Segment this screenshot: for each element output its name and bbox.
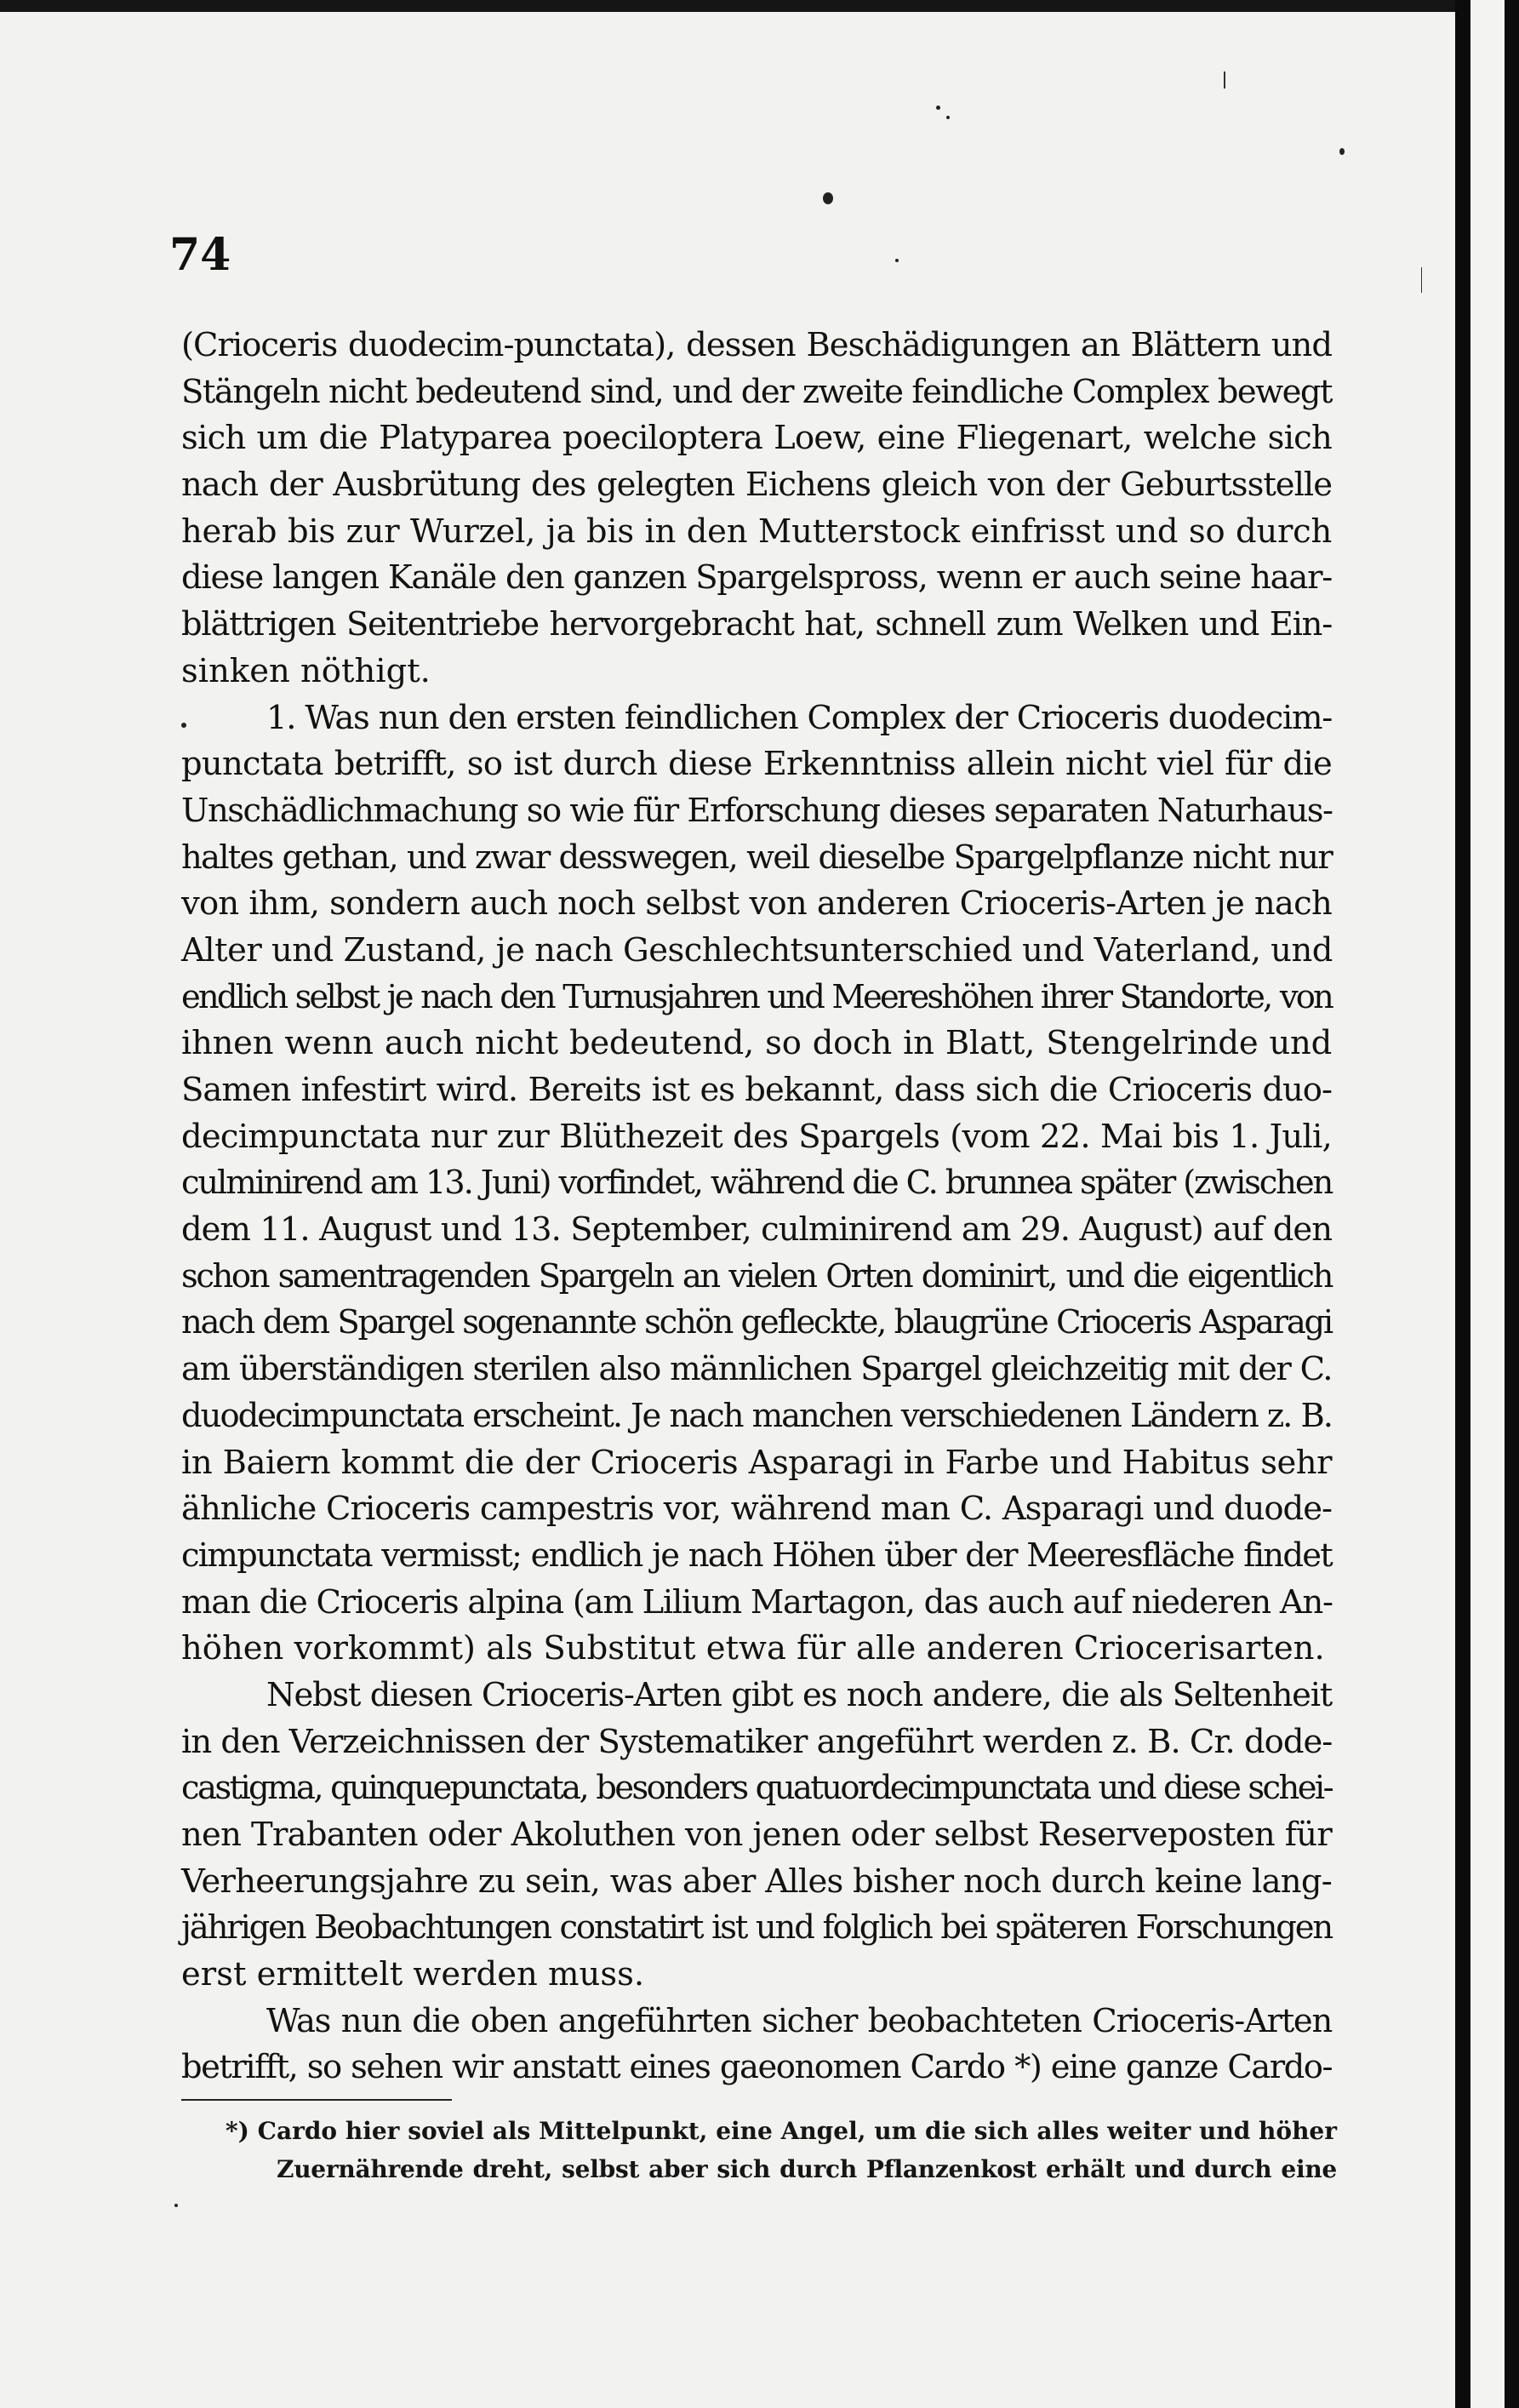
text-line: von ihm, sondern auch noch selbst von anderen Crioceris-Arten je nach bbox=[181, 884, 1332, 924]
text-line: Verheerungsjahre zu sein, was aber Alles bisher noch durch keine lang- bbox=[181, 1862, 1332, 1901]
text-line: decimpunctata nur zur Blüthezeit des Spargels (vom 22. Mai bis 1. Juli, bbox=[181, 1117, 1332, 1156]
scan-speck bbox=[936, 106, 940, 110]
text-line: Samen infestirt wird. Bereits ist es bekannt, dass sich die Crioceris duo- bbox=[181, 1071, 1332, 1109]
scan-speck bbox=[823, 192, 833, 204]
scan-mark bbox=[1224, 71, 1225, 89]
text-line: cimpunctata vermisst; endlich je nach Höhen über der Meeresfläche findet bbox=[181, 1536, 1332, 1575]
adjacent-page-edge bbox=[1470, 0, 1505, 2408]
text-line: nen Trabanten oder Akoluthen von jenen oder selbst Reserveposten für bbox=[181, 1816, 1332, 1854]
scan-mark bbox=[1421, 267, 1422, 293]
text-line: nach der Ausbrütung des gelegten Eichens gleich von der Geburtsstelle bbox=[181, 466, 1332, 505]
text-line: schon samentragenden Spargeln an vielen Orten dominirt, und die eigentlich bbox=[181, 1256, 1332, 1296]
text-line: höhen vorkommt) als Substitut etwa für alle anderen Criocerisarten. bbox=[181, 1629, 1325, 1668]
text-line: sich um die Platyparea poeciloptera Loew, eine Fliegenart, welche sich bbox=[181, 419, 1332, 458]
text-line: in Baiern kommt die der Crioceris Asparagi in Farbe und Habitus sehr bbox=[181, 1443, 1332, 1482]
text-line: culminirend am 13. Juni) vorfindet, während die C. brunnea später (zwischen bbox=[181, 1164, 1333, 1203]
text-line: man die Crioceris alpina (am Lilium Martagon, das auch auf niederen An- bbox=[181, 1582, 1333, 1622]
text-line: Was nun die oben angeführten sicher beobachteten Crioceris-Arten bbox=[266, 2001, 1332, 2040]
text-line: sinken nöthigt. bbox=[181, 651, 431, 690]
text-line: betrifft, so sehen wir anstatt eines gaeonomen Cardo *) eine ganze Cardo- bbox=[181, 2048, 1332, 2087]
text-line: (Crioceris duodecim-punctata), dessen Beschädigungen an Blättern und bbox=[181, 326, 1332, 364]
text-line: duodecimpunctata erscheint. Je nach manchen verschiedenen Ländern z. B. bbox=[181, 1396, 1332, 1435]
text-line: am überständigen sterilen also männlichen Spargel gleichzeitig mit der C. bbox=[181, 1350, 1332, 1389]
text-line: diese langen Kanäle den ganzen Spargelspross, wenn er auch seine haar- bbox=[181, 558, 1332, 598]
footnote bbox=[226, 2112, 1337, 2188]
text-line: punctata betrifft, so ist durch diese Erkenntniss allein nicht viel für die bbox=[181, 745, 1332, 784]
footnote-line: *) Cardo hier soviel als Mittelpunkt, eine Angel, um die sich alles weiter und höher bbox=[226, 2117, 1337, 2145]
text-line: erst ermittelt werden muss. bbox=[181, 1955, 645, 1994]
body-text bbox=[181, 323, 1332, 2091]
text-line: in den Verzeichnissen der Systematiker angeführt werden z. B. Cr. dode- bbox=[181, 1722, 1333, 1761]
text-line: haltes gethan, und zwar desswegen, weil dieselbe Spargelpflanze nicht nur bbox=[181, 838, 1332, 877]
text-line: dem 11. August und 13. September, culminirend am 29. August) auf den bbox=[181, 1210, 1332, 1250]
text-line: herab bis zur Wurzel, ja bis in den Mutterstock einfrisst und so durch bbox=[181, 512, 1332, 551]
scan-speck bbox=[946, 116, 950, 119]
page-number: 74 bbox=[169, 229, 231, 281]
text-line: jährigen Beobachtungen constatirt ist und folglich bei späteren Forschungen bbox=[181, 1908, 1332, 1948]
scan-speck bbox=[1339, 148, 1345, 155]
text-line: nach dem Spargel sogenannte schön gefleckte, blaugrüne Crioceris Asparagi bbox=[181, 1303, 1332, 1342]
text-line: Stängeln nicht bedeutend sind, und der zweite feindliche Complex bewegt bbox=[181, 372, 1332, 411]
scan-speck bbox=[174, 2204, 178, 2207]
text-line: Unschädlichmachung so wie für Erforschung dieses separaten Naturhaus- bbox=[181, 791, 1333, 830]
text-line: blättrigen Seitentriebe hervorgebracht hat, schnell zum Welken und Ein- bbox=[181, 605, 1332, 644]
text-line: endlich selbst je nach den Turnusjahren und Meereshöhen ihrer Standorte, von bbox=[181, 977, 1332, 1016]
text-line: Nebst diesen Crioceris-Arten gibt es noch andere, die als Seltenheit bbox=[266, 1675, 1332, 1714]
footnote-line: Zuernährende dreht, selbst aber sich durch Pflanzenkost erhält und durch eine bbox=[277, 2155, 1337, 2183]
scan-speck bbox=[895, 259, 899, 262]
footnote-divider bbox=[181, 2099, 452, 2101]
scan-border bbox=[1455, 0, 1519, 2408]
text-line: Alter und Zustand, je nach Geschlechtsunterschied und Vaterland, und bbox=[181, 930, 1333, 969]
text-line: 1. Was nun den ersten feindlichen Complex der Crioceris duodecim- bbox=[266, 698, 1332, 737]
text-line: ihnen wenn auch nicht bedeutend, so doch in Blatt, Stengelrinde und bbox=[181, 1024, 1332, 1063]
text-line: castigma, quinquepunctata, besonders quatuordecimpunctata und diese schei- bbox=[181, 1769, 1332, 1808]
text-line: ähnliche Crioceris campestris vor, während man C. Asparagi und duode- bbox=[181, 1490, 1332, 1529]
